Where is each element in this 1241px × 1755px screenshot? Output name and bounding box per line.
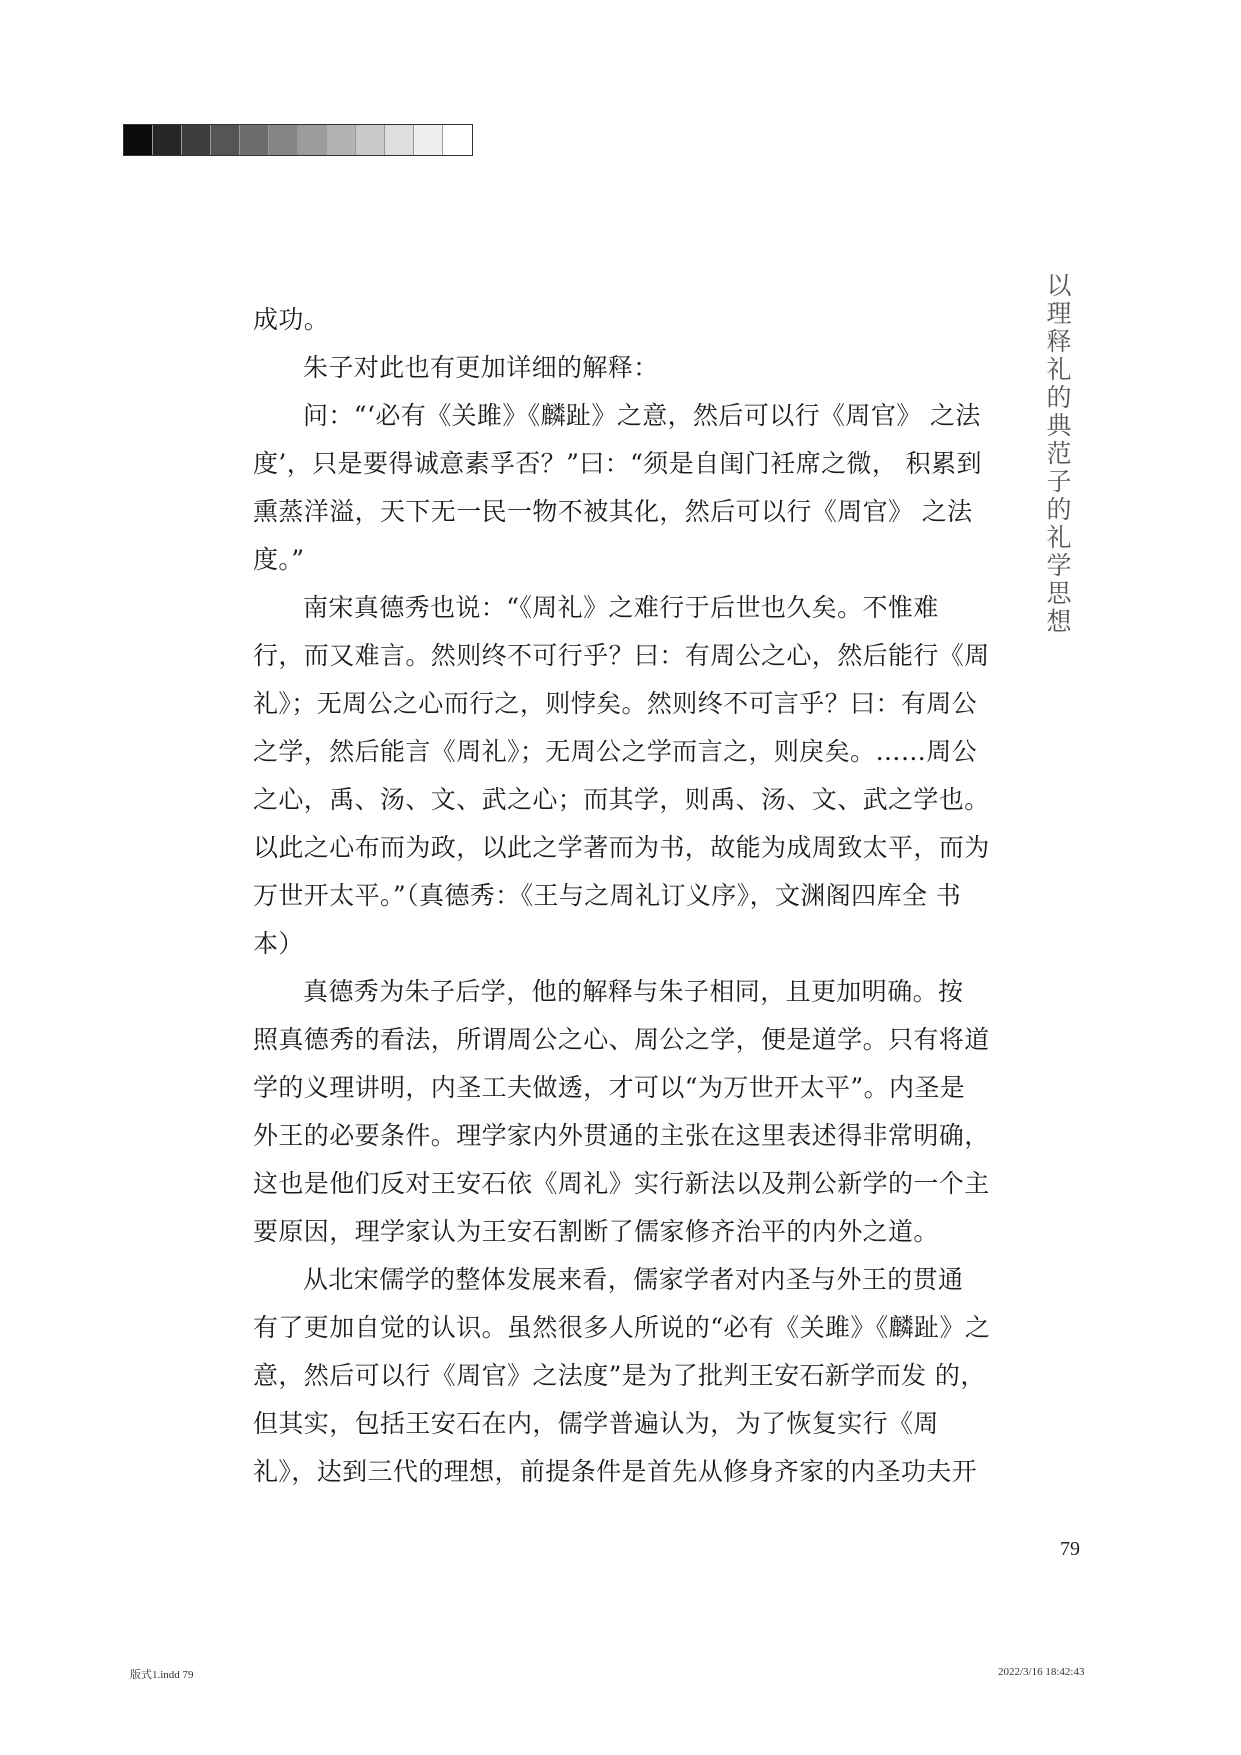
paragraph: 真德秀为朱子后学，他的解释与朱子相同，且更加明确。按 照真德秀的看法，所谓周公之心、周公之学，便是道学。只有将道 学的义理讲明，内圣工夫做透，才可以“为万世开太平”。内圣是 外王的必要条件。理学家内外贯通的主张在这里表述得非常明确， 这也是他们反对王安石依《周礼》实行新法以及荆公新学的一个主 要原因，理学家认为王安石割断了儒家修齐治平的内外之道。 (253, 977, 990, 1246)
page-number: 79 (1060, 1538, 1080, 1560)
gray-swatch (269, 125, 298, 155)
gray-swatch (211, 125, 240, 155)
running-head-char: 理 (1046, 299, 1072, 328)
gray-swatch (356, 125, 385, 155)
running-head-char: 礼 (1046, 355, 1072, 384)
running-head-char: 子 (1046, 467, 1072, 496)
gray-swatch (443, 125, 472, 155)
paragraph: 从北宋儒学的整体发展来看，儒家学者对内圣与外王的贯通 有了更加自觉的认识。虽然很多人所说的“必有《关雎》《麟趾》之意，然后可以行《周官》之法度”是为了批判王安石新学而发 的，但其实，包括王安石在内，儒学普遍认为，为了恢复实行《周 礼》，达到三代的理想，前提条件是首先从修身齐家的内圣功夫开 (253, 1265, 991, 1486)
gray-swatch (153, 125, 182, 155)
paragraph: 成功。 (253, 305, 330, 334)
running-head-char: 典 (1046, 411, 1072, 440)
paragraph: 问：“‘必有《关雎》《麟趾》之意，然后可以行《周官》 之法度’，只是要得诚意素孚否？”曰：“须是自闺门衽席之微， 积累到熏蒸洋溢，天下无一民一物不被其化，然后可以行《周官》 之法度。” (253, 401, 982, 574)
grayscale-calibration-bar (123, 124, 473, 156)
footer-file-label: 版式1.indd 79 (130, 1669, 194, 1681)
paragraph: 南宋真德秀也说：“《周礼》之难行于后世也久矣。不惟难 行，而又难言。然则终不可行乎？曰：有周公之心，然后能行《周 礼》；无周公之心而行之，则悖矣。然则终不可言乎？曰：有周公 之学，然后能言《周礼》；无周公之学而言之，则戾矣。……周公 之心，禹、汤、文、武之心；而其学，则禹、汤、文、武之学也。 以此之心布而为政，以此之学著而为书，故能为成周致太平，而为 万世开太平。”（真德秀：《王与之周礼订义序》，文渊阁四库全 书本） (253, 593, 990, 958)
running-head-char: 礼 (1046, 523, 1072, 552)
gray-swatch (414, 125, 443, 155)
gray-swatch (182, 125, 211, 155)
running-head-char: 学 (1046, 551, 1072, 580)
gray-swatch (240, 125, 269, 155)
running-head-char: 以 (1046, 271, 1072, 300)
running-head-char: 的 (1046, 383, 1072, 412)
footer-timestamp: 2022/3/16 18:42:43 (998, 1666, 1085, 1678)
running-head-char: 范 (1046, 439, 1072, 468)
gray-swatch (124, 125, 153, 155)
paragraph: 朱子对此也有更加详细的解释： (303, 353, 659, 382)
running-head-char: 思 (1046, 579, 1072, 608)
gray-swatch (385, 125, 414, 155)
running-head (1043, 272, 1075, 636)
body-text (253, 296, 993, 1496)
gray-swatch (298, 125, 327, 155)
running-head-char: 释 (1046, 327, 1072, 356)
running-head-char: 想 (1046, 607, 1072, 636)
running-head-char: 的 (1046, 495, 1072, 524)
gray-swatch (327, 125, 356, 155)
